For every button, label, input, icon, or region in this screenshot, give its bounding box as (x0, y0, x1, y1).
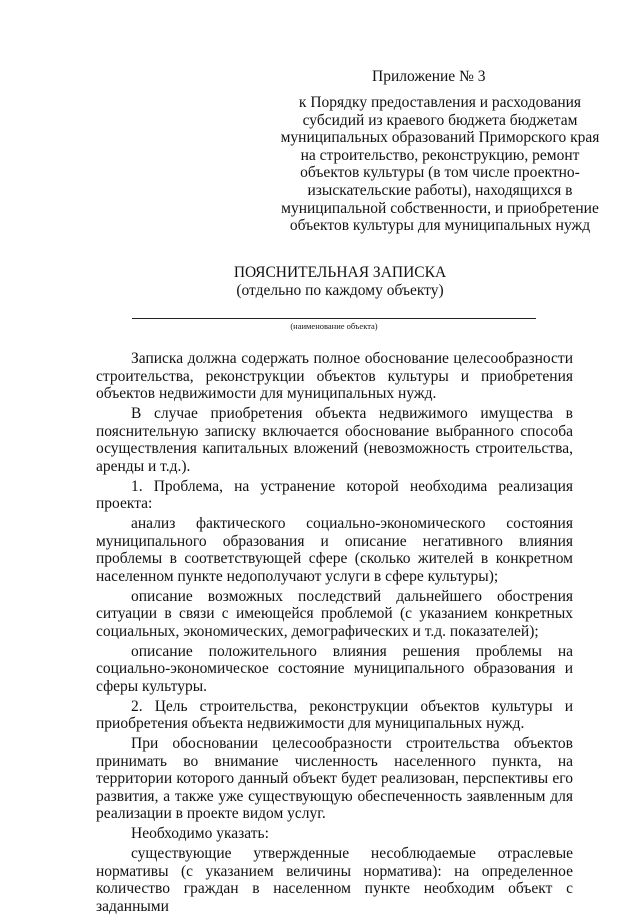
appendix-line: на строительство, реконструкцию, ремонт (300, 146, 580, 164)
paragraph: существующие утвержденные несоблюдаемые отраслевые нормативы (с указанием величины норматива): на определенное количество граждан в населенном пункте необходим объект с заданными (96, 845, 573, 915)
appendix-line: к Порядку предоставления и расходования (298, 94, 582, 111)
document-subtitle: (отдельно по каждому объекту) (236, 282, 444, 299)
paragraph: анализ фактического социально-экономического состояния муниципального образования и описание негативного влияния проблемы в соответствующей сфере (сколько жителей в конкретном населенном пункте недополучают услуги в сфере культуры); (96, 515, 573, 585)
paragraph: В случае приобретения объекта недвижимого имущества в пояснительную записку включается обоснование выбранного способа осуществления капитальных вложений (невозможность строительства, аренды и т.д.). (96, 405, 573, 475)
paragraph: При обосновании целесообразности строительства объектов принимать во внимание численность населенного пункта, на территории которого данный объект будет реализован, перспективы его развития, а также уже существующую обеспеченность заявленным для реализации в проекте видом услуг. (96, 735, 573, 822)
object-name-line (132, 318, 536, 319)
paragraph: Записка должна содержать полное обоснование целесообразности строительства, реконструкции объектов культуры и приобретения объектов недвижимости для муниципальных нужд. (96, 350, 573, 402)
paragraph: описание положительного влияния решения проблемы на социально-экономическое состояние муниципального образования и сферы культуры. (96, 642, 573, 695)
appendix-line: объектов культуры для муниципальных нужд (289, 217, 591, 235)
paragraph: Необходимо указать: (131, 825, 269, 842)
paragraph: 1. Проблема, на устранение которой необходима реализация проекта: (96, 477, 573, 512)
body-text (96, 350, 573, 918)
paragraph: описание возможных последствий дальнейшего обострения ситуации в связи с имеющейся проблемой (с указанием конкретных социальных, экономических, демографических и т.д. показателей); (96, 587, 573, 640)
appendix-line: муниципальной собственности, и приобретение (281, 199, 599, 217)
appendix-line: муниципальных образований Приморского края (280, 129, 600, 147)
appendix-line: изыскательские работы), находящихся в (307, 181, 573, 199)
appendix-title: Приложение № 3 (372, 68, 486, 85)
appendix-line: субсидий из краевого бюджета бюджетам (302, 111, 578, 129)
document-title: ПОЯСНИТЕЛЬНАЯ ЗАПИСКА (233, 264, 447, 281)
paragraph: 2. Цель строительства, реконструкции объектов культуры и приобретения объекта недвижимости для муниципальных нужд. (96, 697, 573, 732)
document-heading (140, 264, 540, 300)
appendix-line: объектов культуры (в том числе проектно- (300, 164, 580, 182)
appendix-subtitle (270, 94, 610, 235)
object-name-caption: (наименование объекта) (290, 321, 378, 331)
